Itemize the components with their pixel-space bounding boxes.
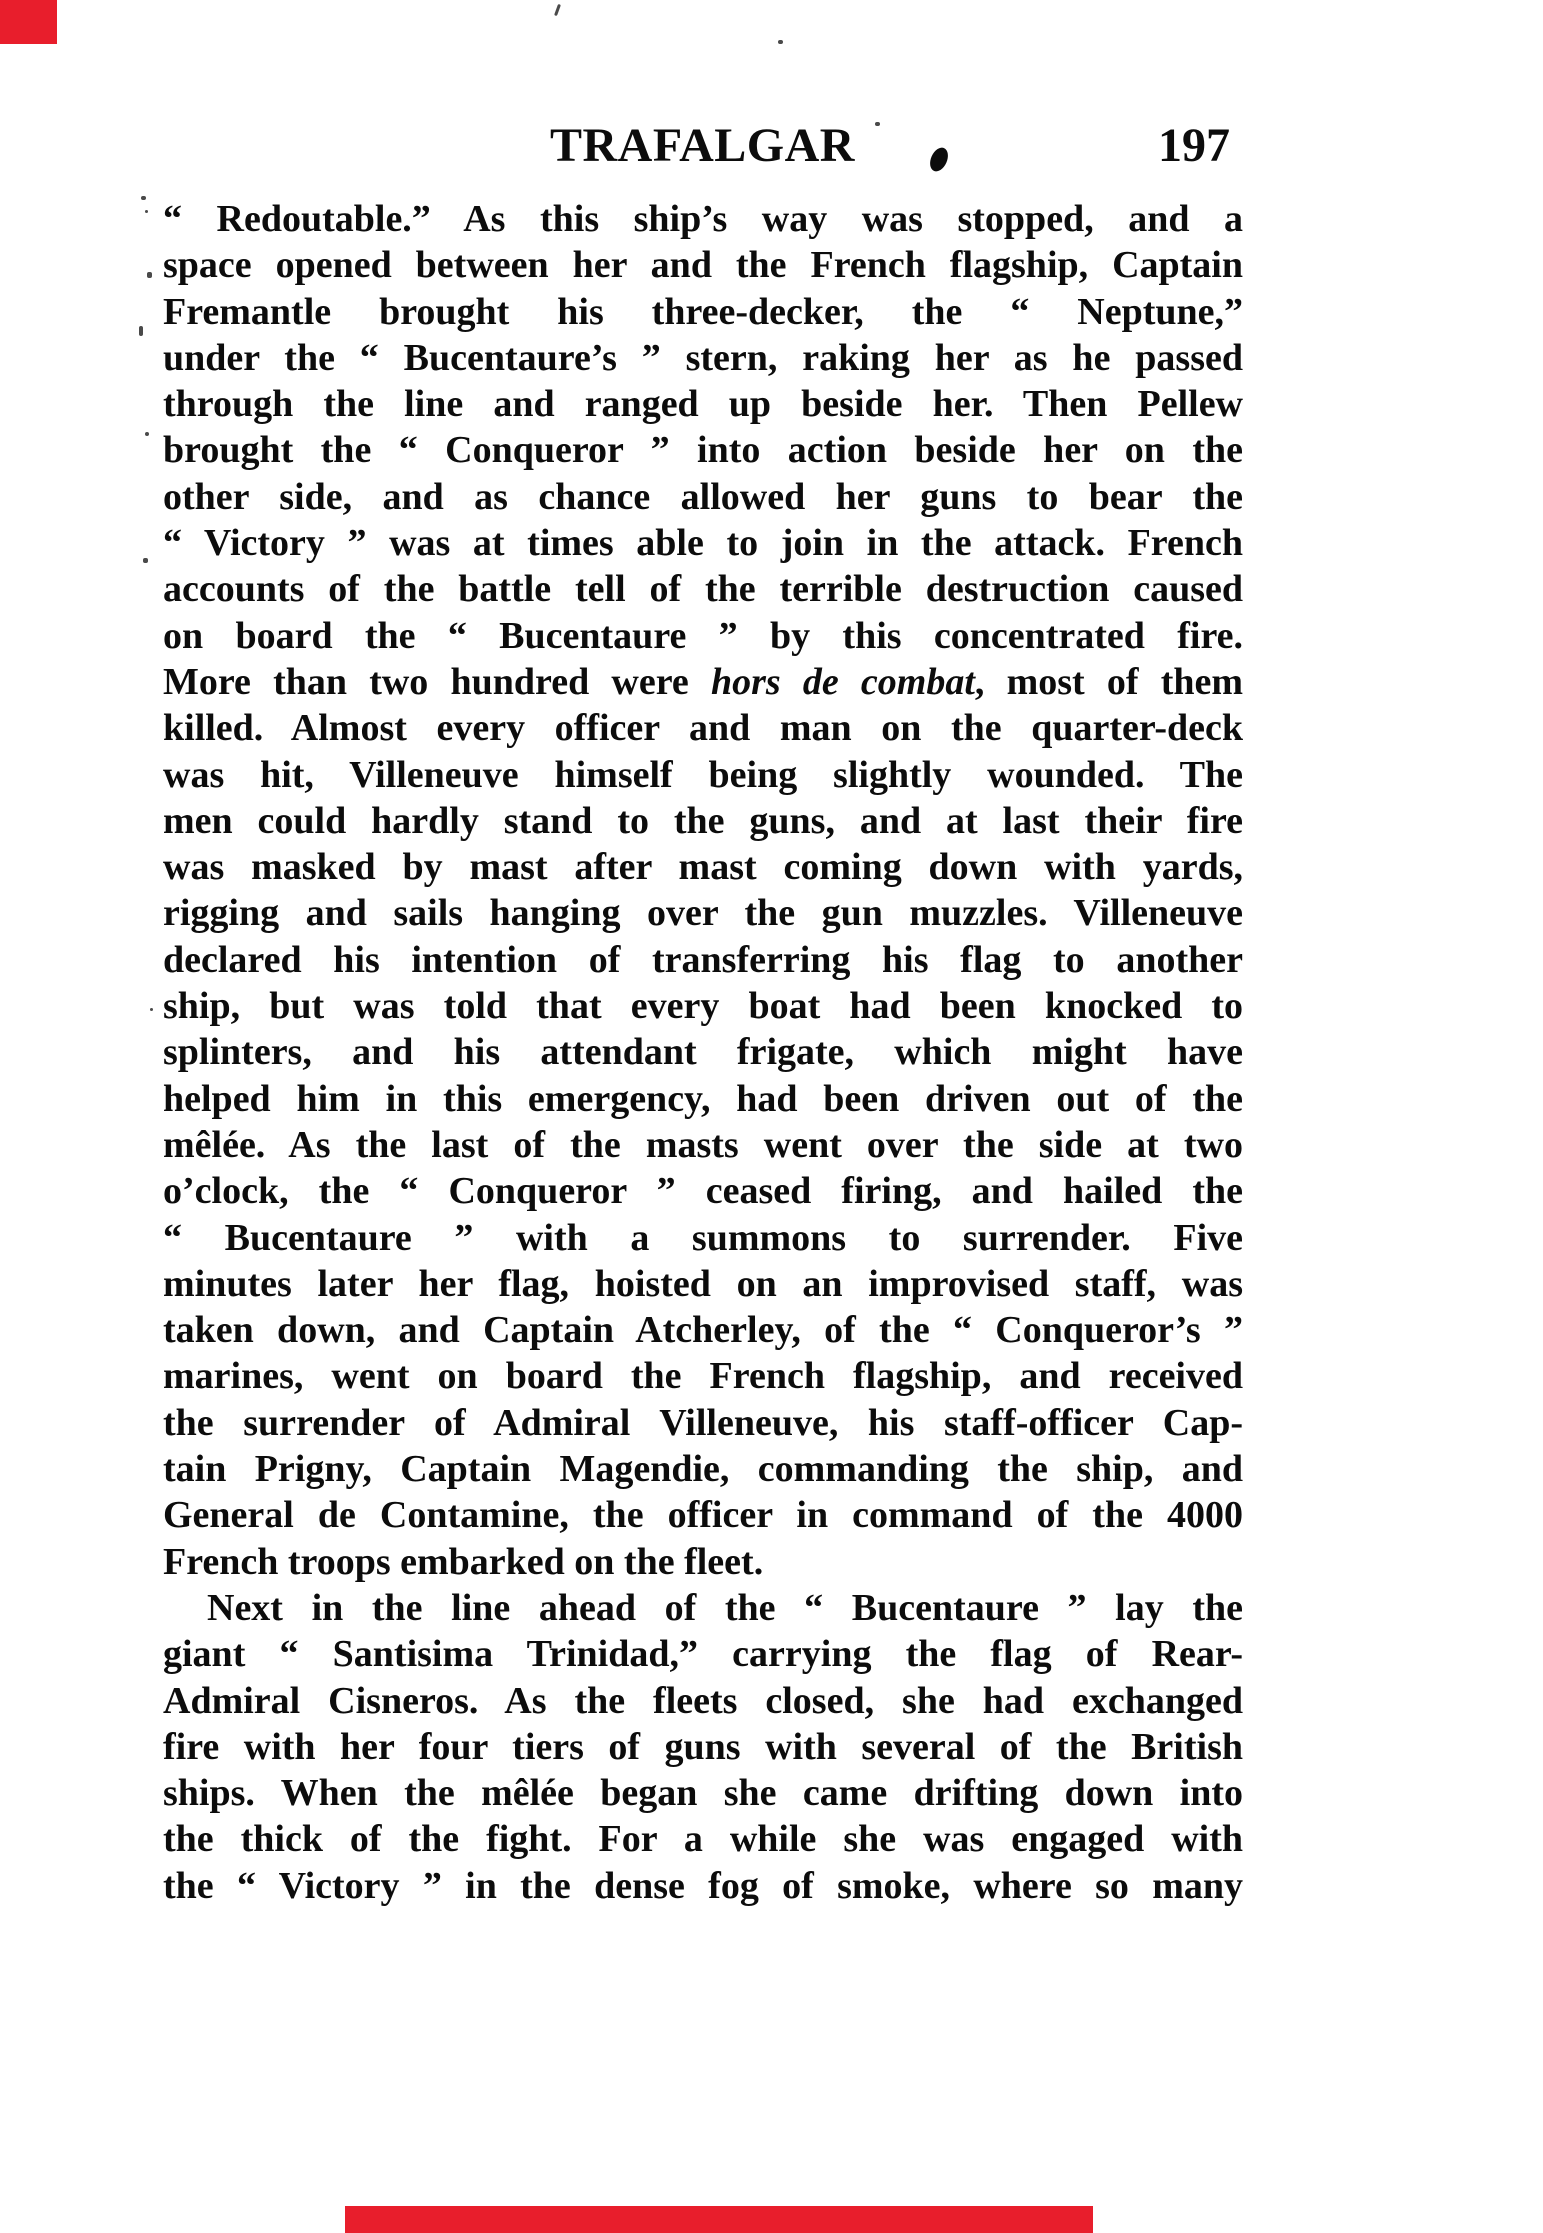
ink-speck [150,1008,153,1011]
text-line: “ Victory ” was at times able to join in the attack. French [163,522,1243,565]
text-line: General de Contamine, the officer in command of the 4000 [163,1494,1243,1537]
text-line: men could hardly stand to the guns, and at last their fire [163,799,1243,842]
text-line: Next in the line ahead of the “ Bucentaure ” lay the [207,1586,1243,1629]
text-line: brought the “ Conqueror ” into action beside her on the [163,429,1243,472]
text-line: minutes later her flag, hoisted on an improvised staff, was [163,1262,1243,1305]
ink-speck [145,210,148,213]
ink-speck [778,40,783,44]
text-line: French troops embarked on the fleet. [163,1540,764,1583]
text-line: fire with her four tiers of guns with several of the British [163,1725,1243,1768]
text-line: under the “ Bucentaure’s ” stern, raking her as he passed [163,336,1243,379]
ink-speck [141,196,146,200]
text-line: through the line and ranged up beside her. Then Pellew [163,383,1243,426]
text-line: marines, went on board the French flagship, and received [163,1355,1243,1398]
text-line: on board the “ Bucentaure ” by this concentrated fire. [163,614,1243,657]
text-line: space opened between her and the French flagship, Captain [163,244,1243,287]
text-line: giant “ Santisima Trinidad,” carrying the flag of Rear- [163,1633,1243,1676]
text-line: Admiral Cisneros. As the fleets closed, she had exchanged [163,1679,1243,1722]
text-line: “ Redoutable.” As this ship’s way was stopped, and a [163,198,1243,240]
text-line: taken down, and Captain Atcherley, of the “ Conqueror’s ” [163,1309,1243,1352]
text-line: was masked by mast after mast coming down with yards, [163,846,1243,889]
page-header-title: TRAFALGAR [550,119,855,172]
text-line: declared his intention of transferring his flag to another [163,938,1243,981]
text-line: ships. When the mêlée began she came drifting down into [163,1772,1243,1815]
ink-blob-artifact [927,145,952,174]
ink-speck [145,432,149,436]
text-line: splinters, and his attendant frigate, which might have [163,1031,1243,1074]
text-line: Fremantle brought his three-decker, the “ Neptune,” [163,290,1243,333]
page-number: 197 [1158,119,1230,172]
ink-speck [147,272,152,278]
text-line: tain Prigny, Captain Magendie, commanding the ship, and [163,1448,1243,1491]
text-line: accounts of the battle tell of the terrible destruction caused [163,568,1243,611]
text-line: was hit, Villeneuve himself being slightly wounded. The [163,753,1243,796]
redaction-mark-top-left [0,0,57,44]
ink-speck [143,558,148,563]
text-line: rigging and sails hanging over the gun muzzles. Villeneuve [163,892,1243,935]
redaction-mark-bottom [345,2206,1093,2233]
text-line: ship, but was told that every boat had been knocked to [163,985,1243,1028]
ink-speck [139,326,143,336]
text-line: the surrender of Admiral Villeneuve, his staff-officer Cap- [163,1401,1243,1444]
ink-speck [875,122,880,126]
text-line: other side, and as chance allowed her guns to bear the [163,475,1243,518]
text-line: o’clock, the “ Conqueror ” ceased firing, and hailed the [163,1170,1243,1213]
text-line: “ Bucentaure ” with a summons to surrender. Five [163,1216,1243,1259]
text-line: helped him in this emergency, had been driven out of the [163,1077,1243,1120]
text-line: the “ Victory ” in the dense fog of smoke, where so many [163,1864,1243,1907]
body-text [163,196,1243,1909]
text-line: killed. Almost every officer and man on the quarter-deck [163,707,1243,750]
text-line: More than two hundred were hors de combat, most of them [163,660,1243,703]
text-line: mêlée. As the last of the masts went over the side at two [163,1123,1243,1166]
ink-speck [554,4,561,16]
text-line: the thick of the fight. For a while she was engaged with [163,1818,1243,1861]
